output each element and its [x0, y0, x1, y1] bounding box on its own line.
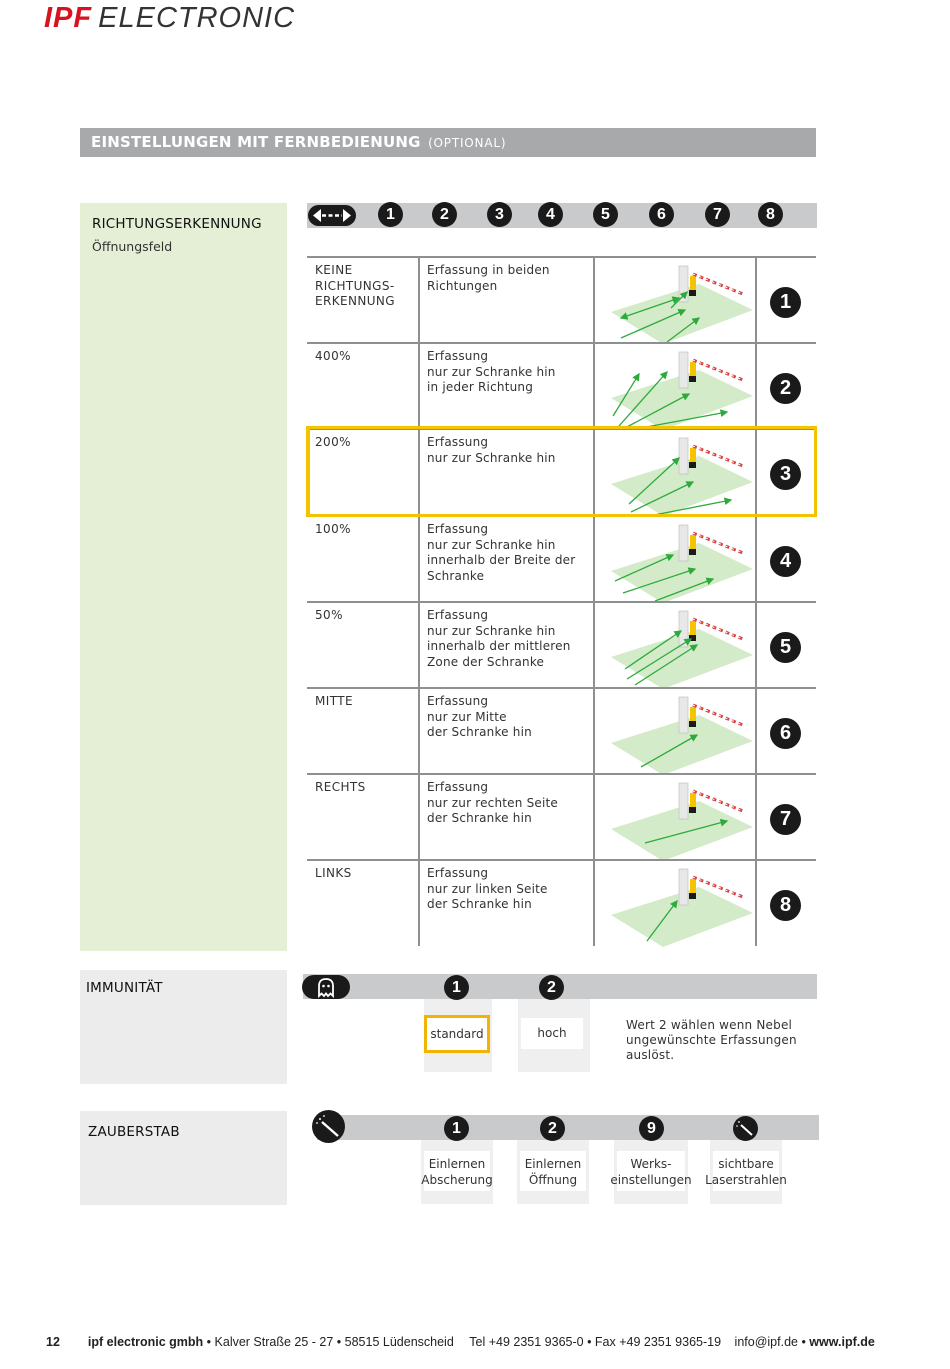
detection-scene-image [601, 691, 761, 775]
setting-number-1: 1 [378, 202, 403, 227]
row-mode-label: 200% [315, 435, 351, 449]
zauberstab-num-2: 2 [540, 1116, 565, 1141]
table-divider-3 [755, 256, 757, 946]
footer-contact: Tel +49 2351 9365-0 • Fax +49 2351 9365-19 [469, 1335, 722, 1349]
footer-web[interactable]: www.ipf.de [809, 1335, 875, 1349]
setting-row[interactable] [307, 601, 816, 687]
row-description: Erfassung nur zur Mitte der Schranke hin [427, 694, 532, 739]
row-mode-label: KEINE RICHTUNGS- ERKENNUNG [315, 263, 395, 308]
footer-email[interactable]: info@ipf.de [734, 1335, 798, 1349]
page-number: 12 [46, 1335, 60, 1349]
section-header [80, 128, 816, 157]
detection-scene-image [601, 519, 761, 603]
setting-row[interactable] [307, 773, 816, 859]
row-setting-number: 3 [770, 459, 801, 490]
ghost-icon [302, 975, 350, 999]
zauberstab-num-3: 9 [639, 1116, 664, 1141]
section-title-text: EINSTELLUNGEN MIT FERNBEDIENUNG [91, 133, 421, 151]
direction-control-icon[interactable] [308, 205, 356, 226]
detection-scene-image [601, 777, 761, 861]
zauberstab-option-label: Einlernen Öffnung [524, 1157, 582, 1187]
zauberstab-title: ZAUBERSTAB [88, 1124, 180, 1140]
row-setting-number: 7 [770, 804, 801, 835]
setting-row[interactable] [307, 859, 816, 947]
row-setting-number: 2 [770, 373, 801, 404]
richtung-title: RICHTUNGSERKENNUNG [92, 216, 262, 232]
detection-scene-image [601, 863, 761, 947]
richtung-subtitle: Öffnungsfeld [92, 239, 173, 254]
setting-number-5: 5 [593, 202, 618, 227]
row-description: Erfassung nur zur rechten Seite der Schranke hin [427, 780, 558, 825]
setting-row[interactable] [307, 515, 816, 601]
zauberstab-panel [80, 1111, 287, 1205]
page-footer: 12 ipf electronic gmbh • Kalver Straße 25 - 27 • 58515 Lüdenscheid Tel +49 2351 9365-0 • Fax +49 2351 9365-19 info@ipf.de • www.ipf.de [46, 1335, 875, 1349]
row-mode-label: 100% [315, 522, 351, 536]
footer-company: ipf electronic gmbh [87, 1335, 204, 1349]
zauberstab-num-1: 1 [444, 1116, 469, 1141]
row-mode-label: 400% [315, 349, 351, 363]
setting-row[interactable] [307, 256, 816, 342]
footer-address: • Kalver Straße 25 - 27 • 58515 Lüdenscheid [203, 1335, 454, 1349]
row-mode-label: 50% [315, 608, 343, 622]
immunitaet-title: IMMUNITÄT [86, 980, 163, 996]
setting-number-7: 7 [705, 202, 730, 227]
row-mode-label: RECHTS [315, 780, 366, 794]
zauberstab-option-label: sichtbare Laserstrahlen [705, 1157, 787, 1187]
setting-row[interactable] [307, 342, 816, 428]
ghost-control-icon[interactable] [302, 975, 350, 999]
immunitaet-num-2: 2 [539, 975, 564, 1000]
row-description: Erfassung in beiden Richtungen [427, 263, 550, 293]
row-mode-label: MITTE [315, 694, 353, 708]
setting-number-8: 8 [758, 202, 783, 227]
company-logo [44, 2, 295, 35]
row-setting-number: 1 [770, 287, 801, 318]
row-setting-number: 4 [770, 546, 801, 577]
zauberstab-option-label: Einlernen Abscherung [421, 1157, 493, 1187]
row-description: Erfassung nur zur Schranke hin innerhalb der Breite der Schranke [427, 522, 576, 583]
magic-wand-icon [312, 1110, 345, 1143]
detection-scene-image [601, 346, 761, 430]
row-setting-number: 8 [770, 890, 801, 921]
logo-brand: IPF [44, 2, 93, 34]
setting-row[interactable] [307, 687, 816, 773]
setting-number-2: 2 [432, 202, 457, 227]
section-title [91, 133, 506, 151]
row-setting-number: 6 [770, 718, 801, 749]
table-divider-1 [418, 256, 420, 946]
immunitaet-note: Wert 2 wählen wenn Nebel ungewünschte Erfassungen auslöst. [626, 1018, 797, 1062]
row-description: Erfassung nur zur Schranke hin in jeder Richtung [427, 349, 556, 394]
detection-scene-image [601, 605, 761, 689]
row-description: Erfassung nur zur linken Seite der Schranke hin [427, 866, 548, 911]
setting-number-4: 4 [538, 202, 563, 227]
logo-word: ELECTRONIC [98, 2, 296, 34]
immunitaet-panel [80, 970, 287, 1084]
setting-number-3: 3 [487, 202, 512, 227]
row-description: Erfassung nur zur Schranke hin innerhalb der mittleren Zone der Schranke [427, 608, 571, 669]
section-subtitle: (OPTIONAL) [428, 136, 507, 150]
immunitaet-num-1: 1 [444, 975, 469, 1000]
row-setting-number: 5 [770, 632, 801, 663]
direction-arrows-icon [308, 205, 356, 226]
wand-icon [733, 1116, 758, 1141]
selected-row-highlight [306, 426, 817, 517]
zauberstab-option-label: Werks- einstellungen [610, 1157, 692, 1187]
richtung-panel [80, 203, 287, 951]
immunitaet-option-hoch[interactable]: hoch [521, 1018, 583, 1049]
table-divider-2 [593, 256, 595, 946]
row-description: Erfassung nur zur Schranke hin [427, 435, 556, 465]
setting-number-6: 6 [649, 202, 674, 227]
wand-control-icon[interactable] [312, 1110, 345, 1143]
detection-scene-image [601, 260, 761, 344]
row-mode-label: LINKS [315, 866, 352, 880]
immunitaet-option-standard[interactable]: standard [424, 1015, 490, 1053]
